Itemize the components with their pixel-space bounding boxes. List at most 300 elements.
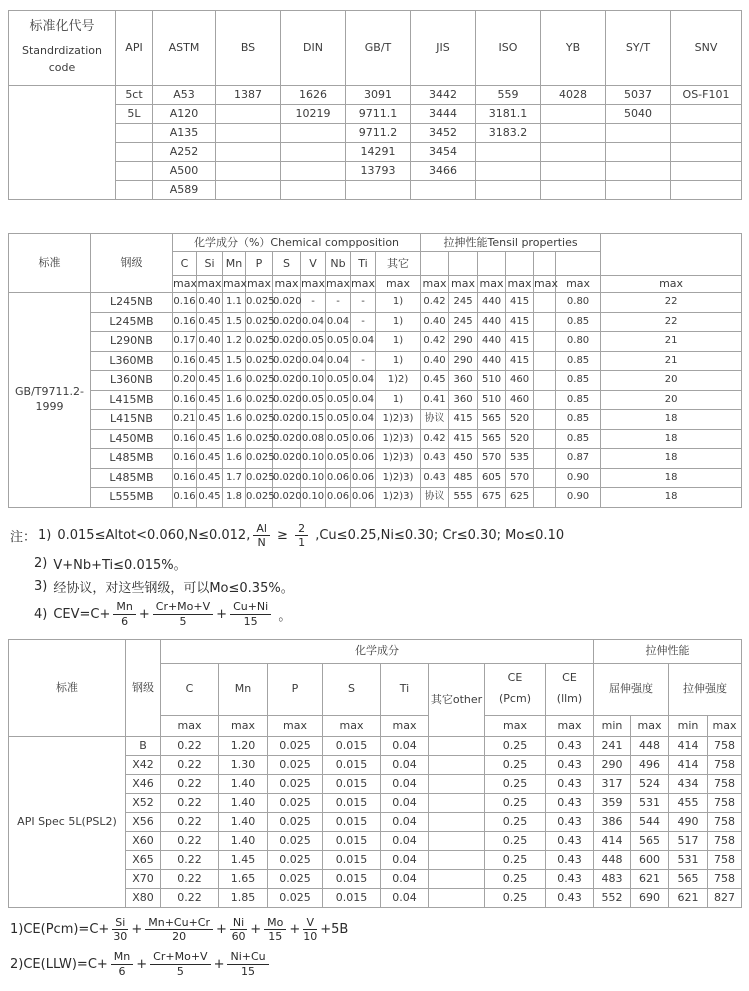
- ce-value-cell: 0.25: [485, 831, 546, 850]
- table1-cell: [411, 181, 476, 200]
- table1-cell: [281, 181, 346, 200]
- tensile-value-cell: [534, 351, 556, 371]
- grade-cell: L485MB: [91, 449, 173, 469]
- chem-value-cell: 0.40: [197, 293, 223, 313]
- chem-value-cell: 0.45: [197, 488, 223, 508]
- max-label: max: [246, 276, 273, 293]
- chem-value-cell: 0.020: [273, 410, 301, 430]
- max-label: max: [506, 276, 534, 293]
- tensile-value-cell: 520: [506, 429, 534, 449]
- yield-value-cell: 448: [631, 736, 669, 755]
- chem-value-cell: 0.45: [197, 449, 223, 469]
- grade-cell: X52: [126, 793, 161, 812]
- chem-value-cell: 1.6: [223, 410, 246, 430]
- table2-row: [9, 371, 742, 391]
- chem-value-cell: 0.025: [246, 312, 273, 332]
- fraction-numerator: V: [303, 916, 317, 931]
- chem-value-cell: 1.1: [223, 293, 246, 313]
- formula-text: ≥: [272, 528, 293, 544]
- ce-pcm-line2: (Pcm): [499, 692, 531, 705]
- max-label: max: [301, 276, 326, 293]
- chem-value-cell: 0.025: [246, 410, 273, 430]
- other-cell: [429, 888, 485, 907]
- table3-header-row1: [9, 639, 742, 663]
- table2-row: [9, 488, 742, 508]
- chem-value-cell: 0.22: [161, 755, 219, 774]
- table1-cell: [116, 143, 153, 162]
- chem-value-cell: 0.16: [173, 468, 197, 488]
- ce-value-cell: 0.43: [546, 736, 594, 755]
- chem-value-cell: 0.16: [173, 390, 197, 410]
- table1-cell: [216, 105, 281, 124]
- chem-value-cell: 0.020: [273, 312, 301, 332]
- chem-value-cell: 0.20: [173, 371, 197, 391]
- other-cell: [429, 793, 485, 812]
- chem-value-cell: 0.015: [323, 869, 381, 888]
- tensile-value-cell: 565: [478, 429, 506, 449]
- max-label: max: [449, 276, 478, 293]
- tensile-value-cell: 协议: [421, 410, 449, 430]
- tensile-value-cell: 0.40: [421, 351, 449, 371]
- tensile-value-cell: 758: [708, 755, 742, 774]
- table1-cell: 5L: [116, 105, 153, 124]
- fraction: [264, 916, 286, 945]
- max-label: max: [708, 715, 742, 736]
- fraction: [145, 916, 213, 945]
- chem-value-cell: 1.6: [223, 371, 246, 391]
- fraction-denominator: 15: [241, 964, 256, 978]
- chem-value-cell: 0.015: [323, 888, 381, 907]
- max-label: max: [197, 276, 223, 293]
- column-header-ce-pcm: [485, 663, 546, 715]
- grade-cell: L360NB: [91, 371, 173, 391]
- table1-cell: [476, 181, 541, 200]
- table3-std-header: 标准: [9, 639, 126, 736]
- chem-value-cell: 1.7: [223, 468, 246, 488]
- table3-row: [9, 736, 742, 755]
- chem-value-cell: 0.22: [161, 793, 219, 812]
- tensile-value-cell: 18: [601, 429, 742, 449]
- chem-value-cell: 0.025: [246, 332, 273, 352]
- table3-grade-header: 钢级: [126, 639, 161, 736]
- standardization-code-table: [8, 10, 742, 200]
- chem-value-cell: 0.015: [323, 831, 381, 850]
- table1-cell: [281, 162, 346, 181]
- column-header-iso: ISO: [476, 11, 541, 86]
- chem-value-cell: 0.05: [326, 390, 351, 410]
- table2-std-cell: [9, 293, 91, 508]
- yield-value-cell: 544: [631, 812, 669, 831]
- table1-cell: [671, 181, 742, 200]
- max-label: max: [556, 276, 601, 293]
- column-header-mn: Mn: [219, 663, 268, 715]
- table1-header-row: [9, 11, 742, 86]
- fraction: [153, 600, 213, 629]
- table1-cell: [671, 162, 742, 181]
- fraction-denominator: 10: [303, 930, 318, 944]
- yield-value-cell: 359: [594, 793, 631, 812]
- tensile-value-cell: 510: [478, 390, 506, 410]
- chem-value-cell: 0.17: [173, 332, 197, 352]
- table2-chem-header: 化学成分（%）Chemical compposition: [173, 234, 421, 252]
- ce-llw-formula: [10, 950, 741, 979]
- table1-cell: [671, 143, 742, 162]
- tensile-value-cell: 455: [669, 793, 708, 812]
- tensile-value-cell: 协议: [421, 488, 449, 508]
- table1-cell: 10219: [281, 105, 346, 124]
- tensile-value-cell: 18: [601, 488, 742, 508]
- column-header-bs: BS: [216, 11, 281, 86]
- ce-value-cell: 0.25: [485, 888, 546, 907]
- table1-cell: [476, 143, 541, 162]
- ce-value-cell: 0.25: [485, 755, 546, 774]
- table1-cell: [541, 143, 606, 162]
- chem-value-cell: 0.10: [301, 468, 326, 488]
- tensile-value-cell: 0.42: [421, 429, 449, 449]
- chem-value-cell: 0.04: [381, 812, 429, 831]
- tensile-value-cell: 460: [506, 390, 534, 410]
- tensile-value-cell: [534, 429, 556, 449]
- tensile-value-cell: [534, 390, 556, 410]
- chem-value-cell: 0.04: [351, 390, 376, 410]
- chem-value-cell: 0.45: [197, 371, 223, 391]
- table1-cell: [116, 162, 153, 181]
- max-label: max: [546, 715, 594, 736]
- table2-row: [9, 293, 742, 313]
- column-header-yb: YB: [541, 11, 606, 86]
- table2-row: [9, 351, 742, 371]
- max-label: max: [381, 715, 429, 736]
- chem-value-cell: 0.21: [173, 410, 197, 430]
- formula-text: +: [216, 922, 227, 938]
- fraction-numerator: Ni+Cu: [227, 950, 268, 965]
- tensile-value-cell: 415: [506, 351, 534, 371]
- tensile-value-cell: 758: [708, 850, 742, 869]
- tensile-value-cell: 485: [449, 468, 478, 488]
- table1-cell: A120: [153, 105, 216, 124]
- table1-cell: A53: [153, 86, 216, 105]
- tensile-value-cell: 758: [708, 812, 742, 831]
- table1-cell: [541, 181, 606, 200]
- tensile-value-cell: 0.42: [421, 293, 449, 313]
- ce-value-cell: 0.25: [485, 736, 546, 755]
- chem-value-cell: 1.5: [223, 312, 246, 332]
- chem-value-cell: 1)2)3): [376, 468, 421, 488]
- ce-value-cell: 0.25: [485, 812, 546, 831]
- tensile-value-cell: 0.90: [556, 488, 601, 508]
- ce-value-cell: 0.43: [546, 812, 594, 831]
- chem-value-cell: 1.40: [219, 793, 268, 812]
- table2-row: [9, 429, 742, 449]
- table1-cell: 3181.1: [476, 105, 541, 124]
- table3-chem-header: 化学成分: [161, 639, 594, 663]
- grade-cell: L485MB: [91, 468, 173, 488]
- table3-std-cell: API Spec 5L(PSL2): [9, 736, 126, 907]
- chem-value-cell: 0.22: [161, 850, 219, 869]
- chem-value-cell: 0.04: [381, 831, 429, 850]
- tensile-value-cell: 415: [506, 293, 534, 313]
- note-1: [10, 522, 741, 551]
- chem-value-cell: 1): [376, 293, 421, 313]
- tensile-value-cell: 20: [601, 390, 742, 410]
- chem-value-cell: 0.45: [197, 351, 223, 371]
- chem-value-cell: 0.05: [326, 332, 351, 352]
- table1-row: [9, 124, 742, 143]
- tensile-value-cell: 758: [708, 736, 742, 755]
- tensile-value-cell: [534, 468, 556, 488]
- chem-value-cell: 0.025: [268, 812, 323, 831]
- ce-llm-line1: CE: [562, 671, 577, 685]
- table1-cell: 3466: [411, 162, 476, 181]
- table1-row: [9, 181, 742, 200]
- fraction-numerator: Cr+Mo+V: [150, 950, 210, 965]
- table1-cell: [346, 181, 411, 200]
- ce-value-cell: 0.43: [546, 850, 594, 869]
- table2-row: [9, 332, 742, 352]
- chem-value-cell: 0.05: [301, 390, 326, 410]
- chem-value-cell: 0.05: [326, 371, 351, 391]
- tensile-value-cell: 758: [708, 869, 742, 888]
- chem-value-cell: 0.015: [323, 755, 381, 774]
- yield-value-cell: 496: [631, 755, 669, 774]
- chem-value-cell: 0.025: [268, 774, 323, 793]
- table1-cell: 5040: [606, 105, 671, 124]
- chem-value-cell: 0.020: [273, 332, 301, 352]
- max-label: max: [601, 276, 742, 293]
- table2-grade-header: 钢级: [91, 234, 173, 293]
- ce-pcm-formula: [10, 916, 741, 945]
- chem-value-cell: 1): [376, 351, 421, 371]
- fraction: [230, 600, 271, 629]
- tensile-value-cell: 460: [506, 371, 534, 391]
- fraction-numerator: Mn: [111, 950, 133, 965]
- tensile-value-cell: 520: [506, 410, 534, 430]
- max-label: max: [485, 715, 546, 736]
- chem-value-cell: 0.020: [273, 488, 301, 508]
- chem-value-cell: 1)2)3): [376, 488, 421, 508]
- max-label: max: [219, 715, 268, 736]
- formula-text: +: [289, 922, 301, 938]
- tensile-value-cell: 0.45: [421, 371, 449, 391]
- tensile-value-cell: 570: [506, 468, 534, 488]
- grade-cell: X60: [126, 831, 161, 850]
- ce-value-cell: 0.25: [485, 869, 546, 888]
- chem-value-cell: 0.05: [301, 332, 326, 352]
- tensile-value-cell: [534, 332, 556, 352]
- table2-row: [9, 410, 742, 430]
- table1-cell: A500: [153, 162, 216, 181]
- chem-value-cell: 0.04: [351, 371, 376, 391]
- tensile-value-cell: [534, 371, 556, 391]
- column-header-mn: Mn: [223, 252, 246, 276]
- tensile-value-cell: 20: [601, 371, 742, 391]
- chem-value-cell: 0.025: [268, 736, 323, 755]
- tensile-value-cell: 0.85: [556, 429, 601, 449]
- chem-value-cell: 0.16: [173, 449, 197, 469]
- table1-left-blank-cell: [9, 86, 116, 200]
- tensile-value-cell: 510: [478, 371, 506, 391]
- formula-text: +: [213, 956, 225, 972]
- table1-row: [9, 86, 742, 105]
- chem-value-cell: 0.06: [326, 488, 351, 508]
- max-label: max: [376, 276, 421, 293]
- table1-cell: 559: [476, 86, 541, 105]
- tensile-value-cell: 0.85: [556, 371, 601, 391]
- yield-value-cell: 241: [594, 736, 631, 755]
- chem-value-cell: 0.04: [301, 312, 326, 332]
- table1-cell: [606, 124, 671, 143]
- note-2: [34, 554, 741, 573]
- table1-cell: A252: [153, 143, 216, 162]
- grade-cell: X46: [126, 774, 161, 793]
- fraction: [230, 916, 247, 945]
- table1-cell: [541, 105, 606, 124]
- formula-text: +: [138, 606, 150, 622]
- ce-llm-line2: (llm): [556, 692, 583, 705]
- chem-value-cell: 0.04: [381, 793, 429, 812]
- column-header-api: API: [116, 11, 153, 86]
- tensile-value-cell: 450: [449, 449, 478, 469]
- chem-value-cell: 0.04: [351, 332, 376, 352]
- chem-value-cell: 1.6: [223, 449, 246, 469]
- ce-pcm-line1: CE: [507, 671, 523, 685]
- table1-row: [9, 143, 742, 162]
- std-value-line2: 1999: [35, 399, 64, 413]
- grade-cell: L245MB: [91, 312, 173, 332]
- min-label: min: [669, 715, 708, 736]
- tensile-value-cell: 415: [506, 332, 534, 352]
- chem-value-cell: 0.025: [246, 293, 273, 313]
- grade-cell: X42: [126, 755, 161, 774]
- chem-value-cell: 1)2)3): [376, 429, 421, 449]
- grade-cell: L245NB: [91, 293, 173, 313]
- table2-row: [9, 312, 742, 332]
- column-header-other: 其它other: [429, 663, 485, 736]
- tensile-value-cell: 18: [601, 449, 742, 469]
- column-header-c: C: [173, 252, 197, 276]
- chem-value-cell: 0.04: [326, 351, 351, 371]
- chem-value-cell: 0.025: [246, 390, 273, 410]
- chem-value-cell: 0.015: [323, 812, 381, 831]
- notes-section: [10, 522, 741, 629]
- fraction-denominator: 1: [298, 536, 306, 550]
- yield-value-cell: 386: [594, 812, 631, 831]
- chem-value-cell: 0.025: [246, 468, 273, 488]
- column-header-snv: SNV: [671, 11, 742, 86]
- chem-value-cell: 0.020: [273, 371, 301, 391]
- tensile-value-cell: 360: [449, 390, 478, 410]
- tensile-value-cell: 0.85: [556, 351, 601, 371]
- other-cell: [429, 850, 485, 869]
- chem-value-cell: 1.40: [219, 812, 268, 831]
- grade-cell: L360MB: [91, 351, 173, 371]
- ce-formulas-section: [10, 916, 741, 979]
- tensile-value-cell: 0.85: [556, 312, 601, 332]
- tensile-value-cell: 440: [478, 351, 506, 371]
- table1-cell: [671, 105, 742, 124]
- chem-value-cell: 1): [376, 312, 421, 332]
- grade-cell: X56: [126, 812, 161, 831]
- fraction: [111, 950, 133, 979]
- yield-value-cell: 448: [594, 850, 631, 869]
- note-1-formula: [57, 522, 564, 551]
- tensile-value-cell: 290: [449, 332, 478, 352]
- table2-std-header: 标准: [9, 234, 91, 293]
- tensile-value-cell: 360: [449, 371, 478, 391]
- table1-cell: [606, 181, 671, 200]
- column-header-yield: 屈伸强度: [594, 663, 669, 715]
- tensile-value-cell: 758: [708, 831, 742, 850]
- chem-value-cell: 0.025: [246, 449, 273, 469]
- ce-value-cell: 0.43: [546, 831, 594, 850]
- table2-tensile-header: 拉抻性能Tensil properties: [421, 234, 601, 252]
- column-header-p: P: [246, 252, 273, 276]
- min-label: min: [594, 715, 631, 736]
- table2-row: [9, 468, 742, 488]
- chem-value-cell: 0.05: [326, 410, 351, 430]
- chem-value-cell: 0.020: [273, 468, 301, 488]
- grade-cell: L555MB: [91, 488, 173, 508]
- column-header-syt: SY/T: [606, 11, 671, 86]
- grade-cell: B: [126, 736, 161, 755]
- table1-cell: [281, 143, 346, 162]
- chem-value-cell: 0.025: [246, 351, 273, 371]
- chem-value-cell: 1.20: [219, 736, 268, 755]
- max-label: max: [534, 276, 556, 293]
- tensile-value-cell: [534, 293, 556, 313]
- max-label: max: [268, 715, 323, 736]
- table2-header-row1: [9, 234, 742, 252]
- ce-value-cell: 0.43: [546, 869, 594, 888]
- tensile-value-cell: 490: [669, 812, 708, 831]
- column-header-astm: ASTM: [153, 11, 216, 86]
- tensile-value-cell: [534, 488, 556, 508]
- max-label: max: [223, 276, 246, 293]
- tensile-value-cell: 555: [449, 488, 478, 508]
- max-label: max: [326, 276, 351, 293]
- fraction-denominator: 6: [121, 614, 129, 628]
- column-header-c: C: [161, 663, 219, 715]
- tensile-value-cell: 605: [478, 468, 506, 488]
- chem-value-cell: 0.025: [268, 869, 323, 888]
- std-value-line1: GB/T9711.2-: [15, 385, 84, 399]
- chem-value-cell: 0.025: [268, 850, 323, 869]
- table1-cell: 3442: [411, 86, 476, 105]
- table1-title-en: Standrdization: [22, 43, 102, 57]
- chem-value-cell: 1)2): [376, 371, 421, 391]
- chem-value-cell: 0.015: [323, 793, 381, 812]
- chem-value-cell: 0.45: [197, 390, 223, 410]
- fraction-denominator: 6: [118, 964, 126, 978]
- table1-cell: [606, 143, 671, 162]
- tensile-value-cell: 565: [669, 869, 708, 888]
- formula-text: +5B: [320, 922, 349, 938]
- tensile-value-cell: 0.90: [556, 468, 601, 488]
- ce-value-cell: 0.43: [546, 793, 594, 812]
- tensile-value-cell: 434: [669, 774, 708, 793]
- note-4-label: 4): [34, 606, 48, 622]
- tensile-value-cell: 21: [601, 332, 742, 352]
- tensile-value-cell: 0.41: [421, 390, 449, 410]
- chem-value-cell: 0.04: [351, 410, 376, 430]
- table1-cell: 3091: [346, 86, 411, 105]
- ce-value-cell: 0.43: [546, 888, 594, 907]
- chem-value-cell: 0.025: [246, 429, 273, 449]
- tensile-value-cell: 517: [669, 831, 708, 850]
- chem-value-cell: 1)2)3): [376, 449, 421, 469]
- chem-value-cell: 1.2: [223, 332, 246, 352]
- note-3-text: 经协议，对这些钢级，可以Mo≤0.35%。: [53, 581, 294, 596]
